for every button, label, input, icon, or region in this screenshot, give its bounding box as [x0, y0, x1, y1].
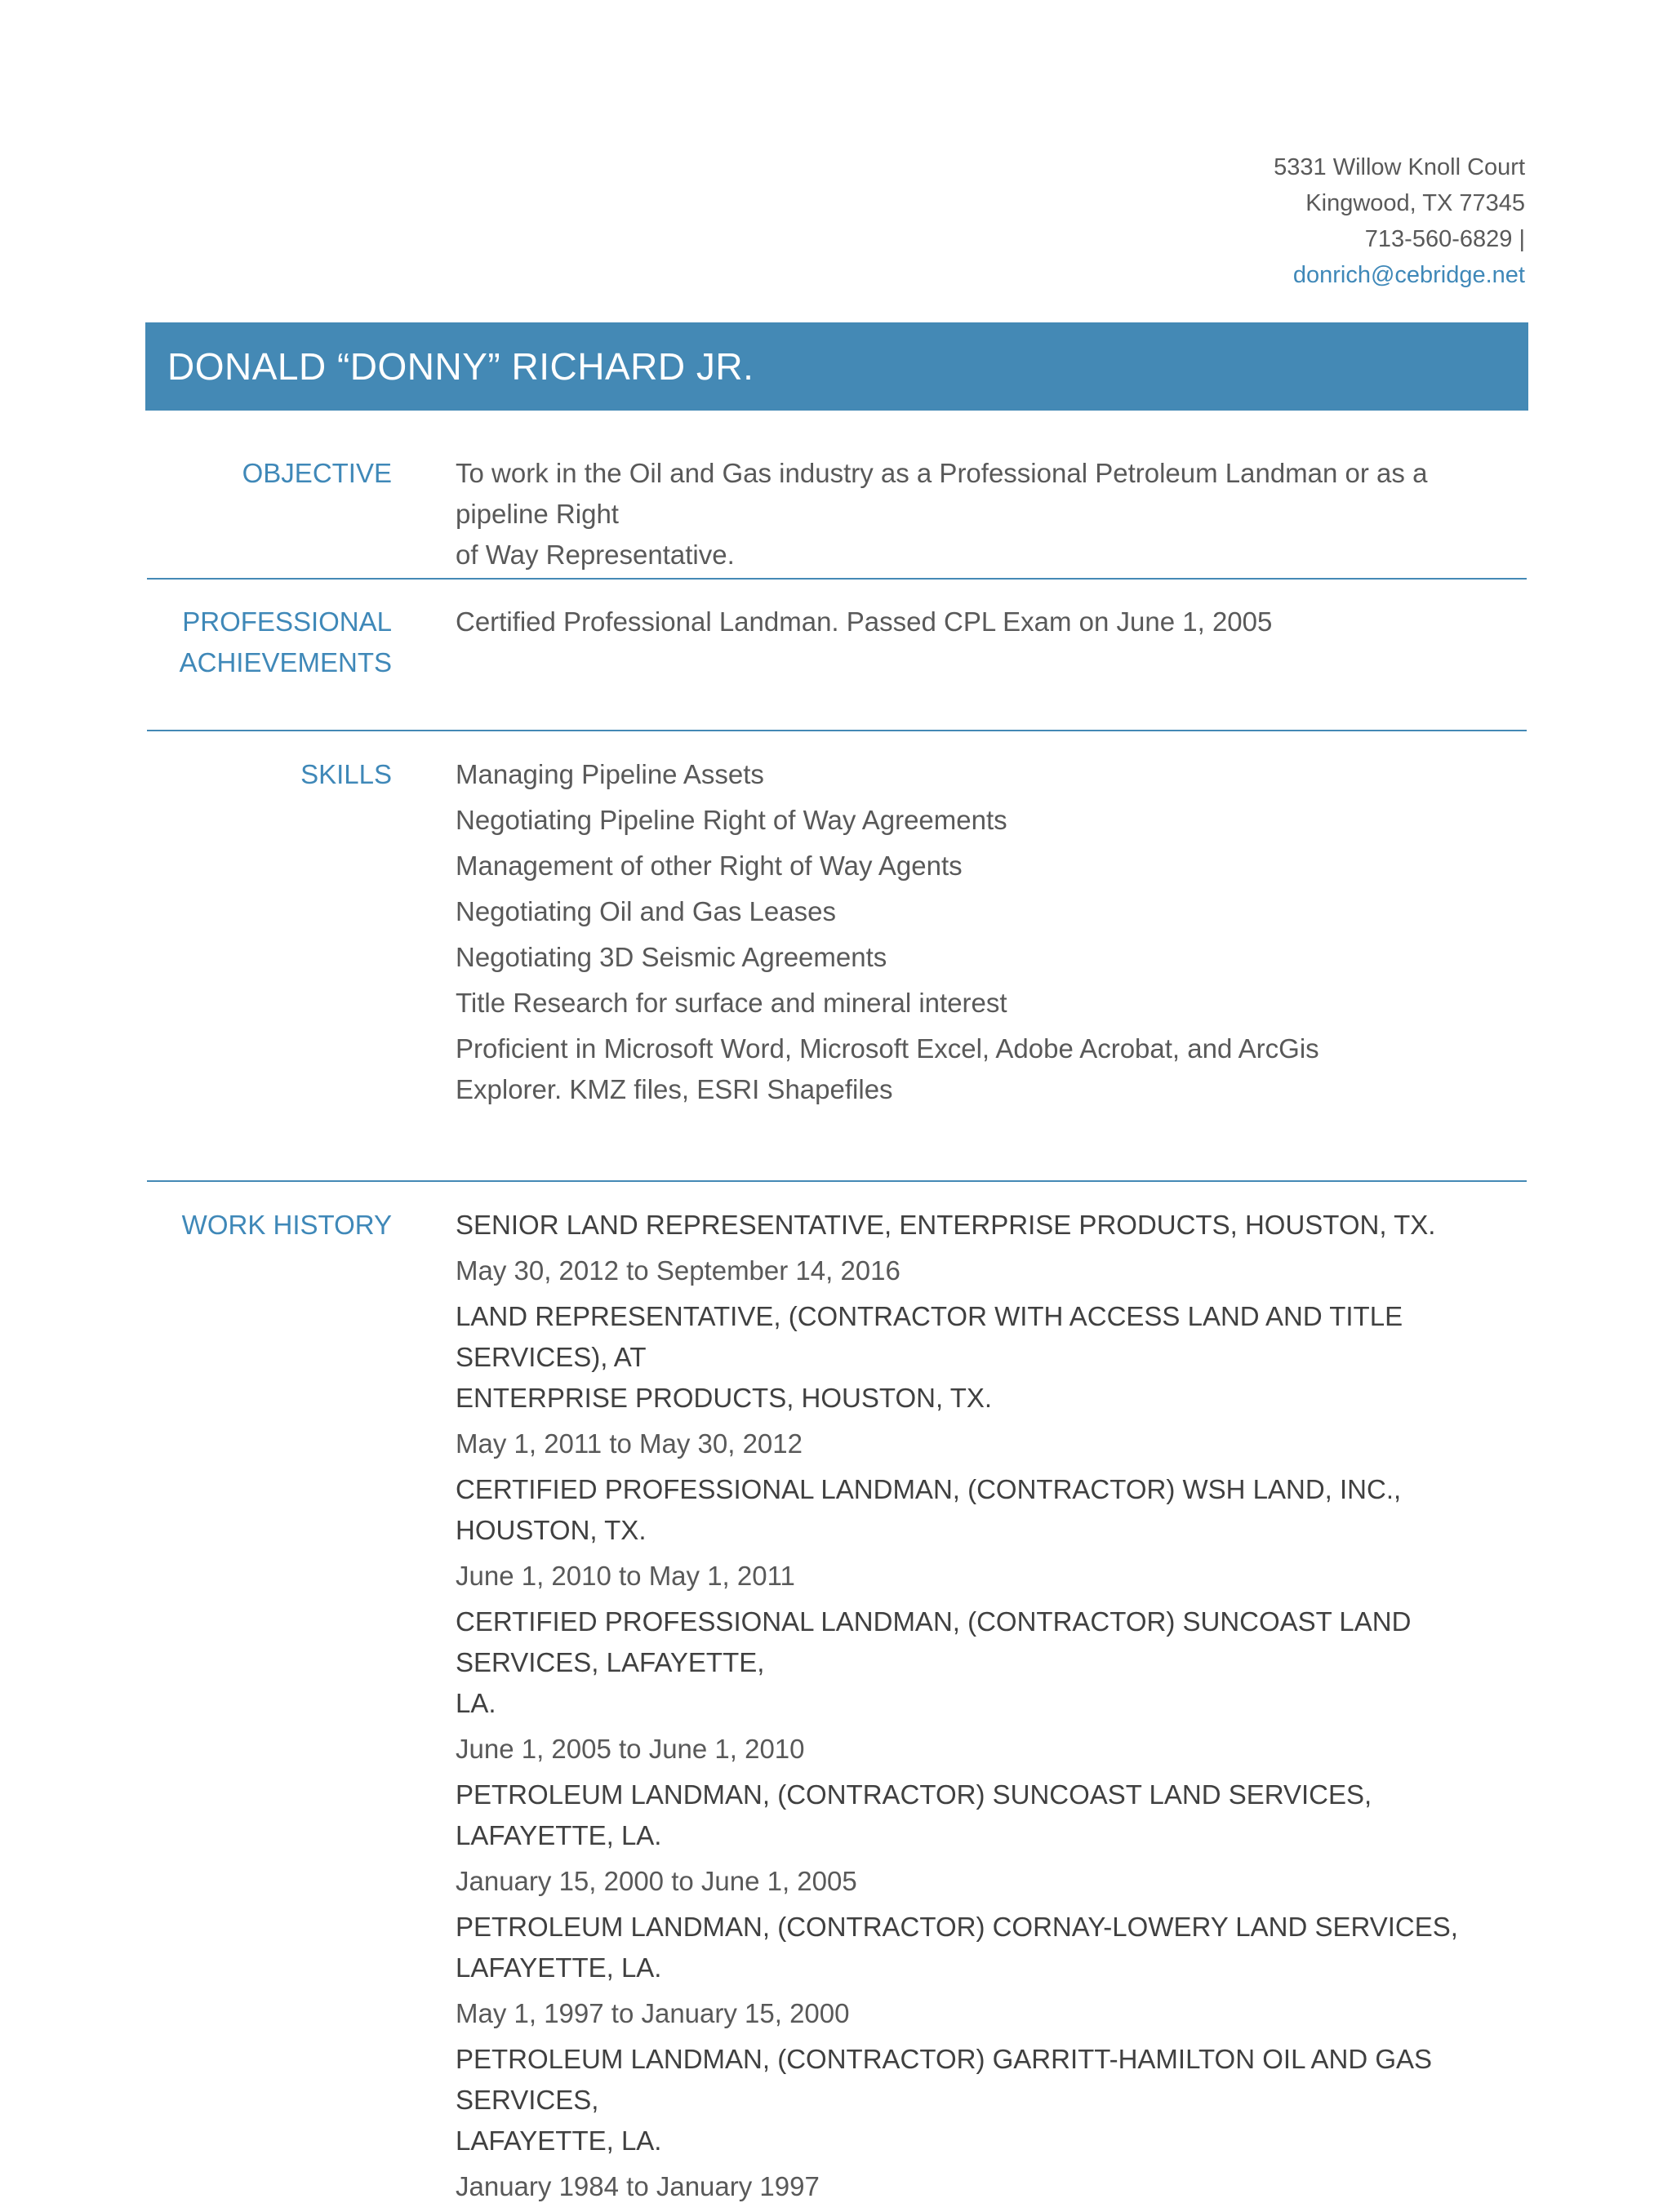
section-divider — [147, 730, 1527, 731]
job-title: PETROLEUM LANDMAN, (CONTRACTOR) SUNCOAST LAND SERVICES, LAFAYETTE, LA. — [456, 1779, 1372, 1850]
skill-item-line-2: Explorer. KMZ files, ESRI Shapefiles — [456, 1074, 893, 1104]
achievements-label-line-2: ACHIEVEMENTS — [179, 647, 392, 677]
name-banner — [145, 322, 1528, 411]
job-title: SENIOR LAND REPRESENTATIVE, ENTERPRISE PRODUCTS, HOUSTON, TX. — [456, 1210, 1436, 1240]
achievements-label-line-1: PROFESSIONAL — [182, 606, 392, 637]
job-title: CERTIFIED PROFESSIONAL LANDMAN, (CONTRACTOR) WSH LAND, INC., HOUSTON, TX. — [456, 1474, 1402, 1545]
address-line-2: Kingwood, TX 77345 — [1305, 190, 1525, 216]
job-entry — [456, 1601, 1525, 1770]
objective-text-line-1: To work in the Oil and Gas industry as a Professional Petroleum Landman or as a pipeline Right — [456, 458, 1428, 529]
address-line-1: 5331 Willow Knoll Court — [1274, 154, 1525, 180]
job-entry — [456, 1469, 1525, 1597]
job-dates: June 1, 2010 to May 1, 2011 — [456, 1561, 795, 1591]
job-entry — [456, 2039, 1525, 2207]
job-title-line-1: CERTIFIED PROFESSIONAL LANDMAN, (CONTRACTOR) SUNCOAST LAND SERVICES, LAFAYETTE, — [456, 1606, 1412, 1677]
achievements-label — [147, 602, 392, 683]
job-dates: May 1, 2011 to May 30, 2012 — [456, 1428, 803, 1459]
work-history-list — [456, 1205, 1525, 2212]
section-divider — [147, 1180, 1527, 1182]
job-entry — [456, 1907, 1525, 2034]
skill-item: Managing Pipeline Assets — [456, 759, 764, 789]
skill-item: Negotiating 3D Seismic Agreements — [456, 942, 887, 972]
job-dates: June 1, 2005 to June 1, 2010 — [456, 1734, 805, 1764]
job-title-line-1: LAND REPRESENTATIVE, (CONTRACTOR WITH ACCESS LAND AND TITLE SERVICES), AT — [456, 1301, 1403, 1372]
skills-label: SKILLS — [300, 759, 392, 789]
objective-label: OBJECTIVE — [242, 458, 392, 488]
job-dates: May 30, 2012 to September 14, 2016 — [456, 1255, 900, 1286]
objective-text — [456, 453, 1517, 575]
phone-number: 713-560-6829 | — [1364, 226, 1525, 252]
job-title-line-2: LAFAYETTE, LA. — [456, 2125, 662, 2156]
job-dates: May 1, 1997 to January 15, 2000 — [456, 1998, 850, 2028]
objective-text-line-2: of Way Representative. — [456, 540, 735, 570]
job-entry — [456, 1774, 1525, 1902]
job-title-line-1: PETROLEUM LANDMAN, (CONTRACTOR) GARRITT-HAMILTON OIL AND GAS SERVICES, — [456, 2044, 1433, 2115]
skill-item: Negotiating Pipeline Right of Way Agreements — [456, 805, 1007, 835]
work-history-label: WORK HISTORY — [181, 1210, 392, 1240]
job-entry — [456, 1296, 1525, 1464]
job-title-line-2: LA. — [456, 1688, 496, 1718]
skill-item-line-1: Proficient in Microsoft Word, Microsoft Excel, Adobe Acrobat, and ArcGis — [456, 1033, 1319, 1064]
job-dates: January 1984 to January 1997 — [456, 2171, 820, 2201]
email-link[interactable]: donrich@cebridge.net — [1292, 262, 1525, 288]
job-dates: January 15, 2000 to June 1, 2005 — [456, 1866, 857, 1896]
skill-item: Title Research for surface and mineral interest — [456, 988, 1007, 1018]
candidate-name: DONALD “DONNY” RICHARD JR. — [167, 345, 754, 388]
skill-item: Negotiating Oil and Gas Leases — [456, 896, 836, 926]
job-title: PETROLEUM LANDMAN, (CONTRACTOR) CORNAY-LOWERY LAND SERVICES, LAFAYETTE, LA. — [456, 1912, 1458, 1983]
job-title-line-2: ENTERPRISE PRODUCTS, HOUSTON, TX. — [456, 1383, 993, 1413]
job-entry — [456, 1205, 1525, 1291]
skill-item: Management of other Right of Way Agents — [456, 851, 963, 881]
section-divider — [147, 578, 1527, 580]
skills-list — [456, 754, 1476, 1110]
contact-block — [1274, 149, 1525, 293]
achievements-text: Certified Professional Landman. Passed CPL Exam on June 1, 2005 — [456, 606, 1273, 637]
